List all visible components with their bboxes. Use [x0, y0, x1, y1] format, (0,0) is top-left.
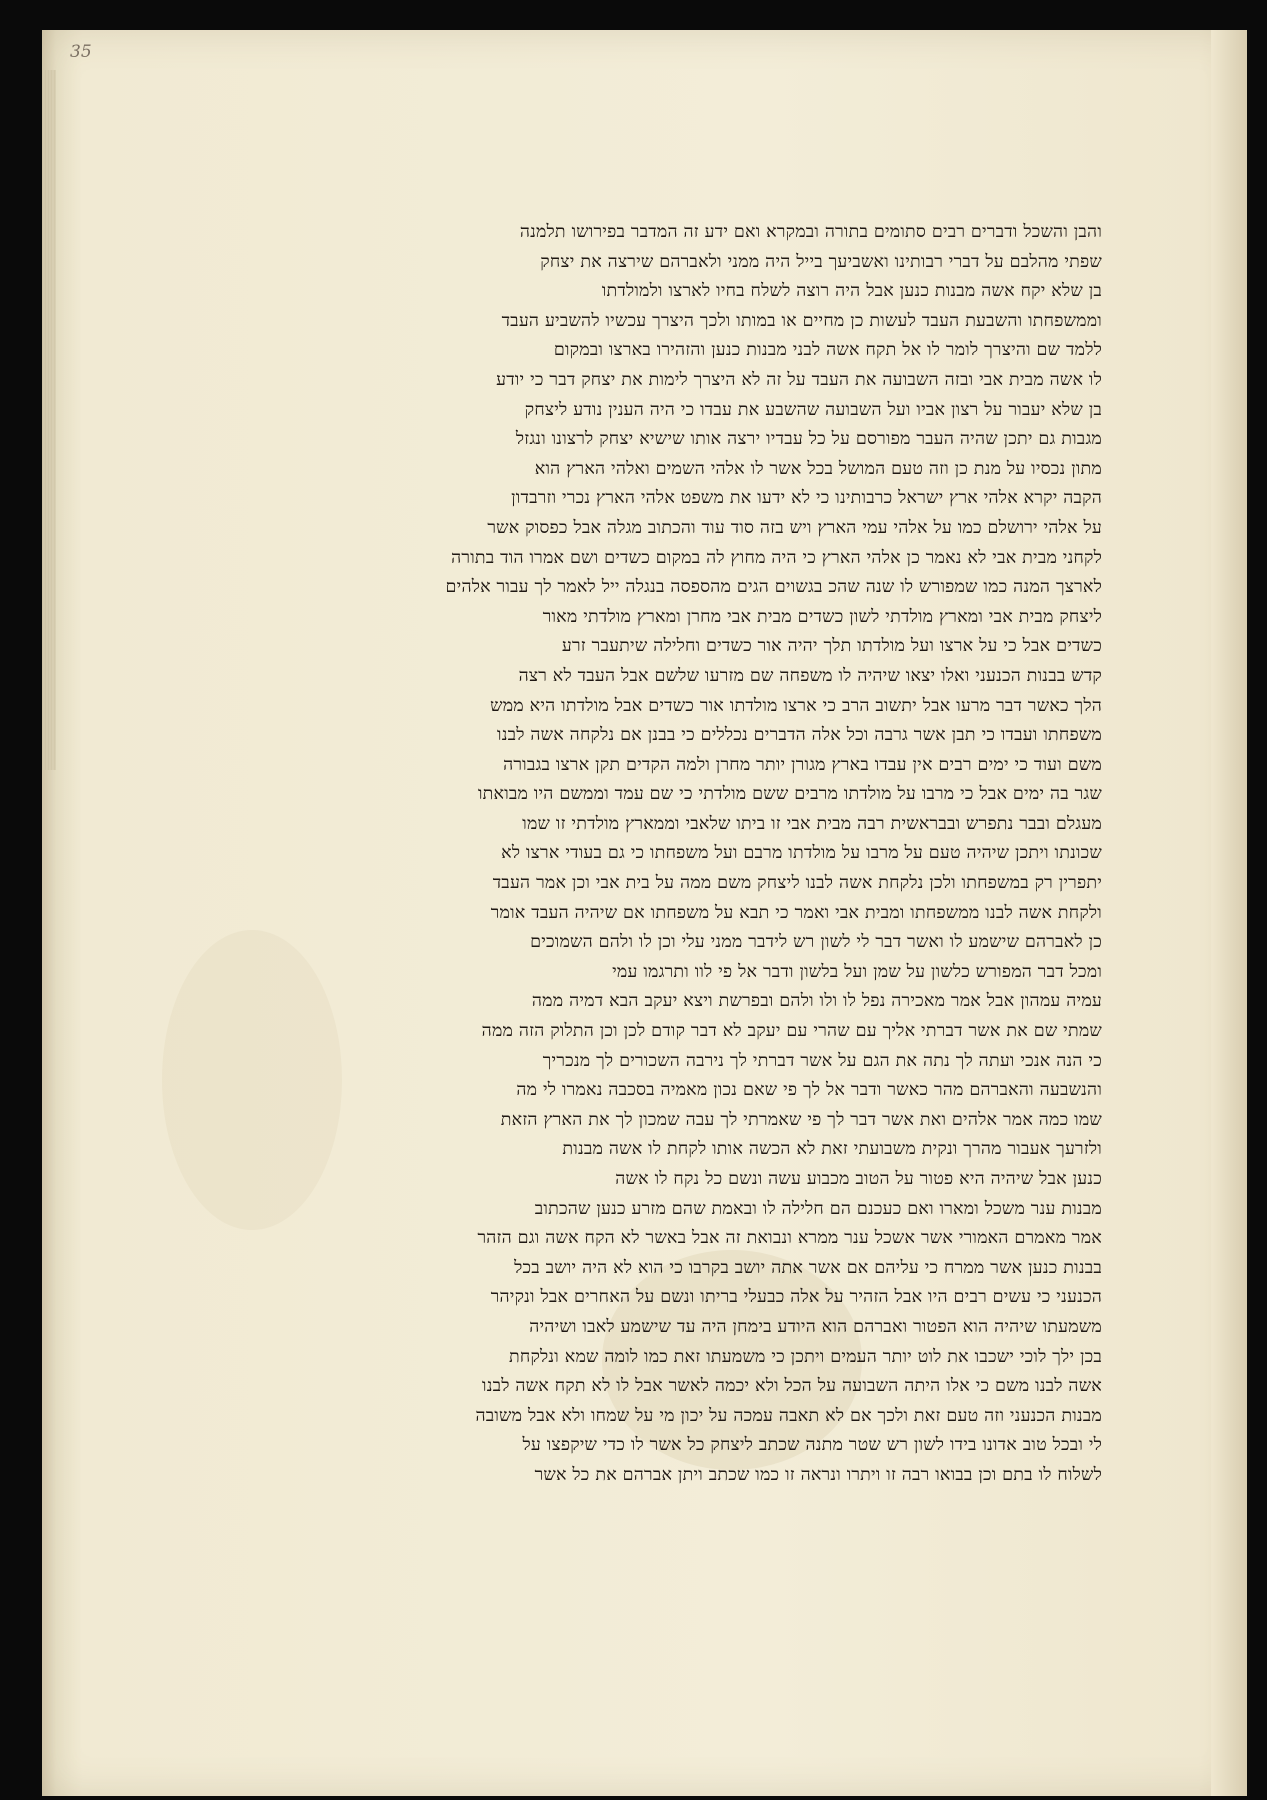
manuscript-line: כשדים אבל כי על ארצו ועל מולדתו תלך יהיה אור כשדים וחלילה שיתעבר זרע [561, 636, 1102, 657]
manuscript-line: מגבות גם יתכן שהיה העבר מפורסם על כל עבדיו ירצה אותו שישיא יצחק לרצונו ונגזל [515, 429, 1102, 450]
manuscript-line: שגר בה ימים אבל כי מרבו על מולדתו מרבים ששם מולדתי כי שם עמד וממשם היו מבואתו [477, 784, 1102, 805]
paper-stain [162, 930, 342, 1230]
manuscript-line: שפתי מהלבם על דברי רבותינו ואשביעך בייל היה ממני ולאברהם שירצה את יצחק [540, 251, 1102, 272]
manuscript-line: וממשפחתו והשבעת העבד לעשות כן מחיים או במותו ולכך היצרך עכשיו להשביע העבד [501, 310, 1102, 331]
manuscript-line: בן שלא יעבור על רצון אביו ועל השבועה שהשבע את עבדו כי היה הענין נודע ליצחק [524, 399, 1102, 420]
manuscript-line: עמיה עמהון אבל אמר מאכירה נפל לו ולו ולהם ובפרשת ויצא יעקב הבא דמיה ממה [531, 991, 1102, 1012]
manuscript-line: שמתי שם את אשר דברתי אליך עם שהרי עם יעקב לא דבר קודם לכן וכן התלוק הזה ממה [481, 1021, 1102, 1042]
manuscript-line: משפחתו ועבדו כי תבן אשר גרבה וכל אלה הדברים נכללים כי בבנן אם נלקחה אשה לבנו [497, 725, 1102, 746]
manuscript-line: מבנות ענר משכל ומארו ואם כעכנם הם חלילה לו ובאמת שהם מזרע כנען שהכתוב [534, 1198, 1102, 1219]
manuscript-line: ומכל דבר המפורש כלשון על שמן ועל בלשון ודבר אל פי לוו ותרגמו עמי [612, 961, 1102, 982]
manuscript-line: שכונתו ויתכן שיהיה טעם על מרבו על מולדתו מרבם ועל משפחתו כי גם בעודי ארצו לא [501, 843, 1102, 864]
page-stack-edges [42, 70, 56, 770]
manuscript-line: קדש בבנות הכנעני ואלו יצאו שיהיה לו משפחה שם מזרעו שלשם אבל העבד לא רצה [518, 665, 1102, 686]
manuscript-line: הקבה יקרא אלהי ארץ ישראל כרבותינו כי לא ידעו את משפט אלהי הארץ נכרי וזרבדון [511, 488, 1102, 509]
page-right-edge [1211, 30, 1247, 1796]
manuscript-line: ולזרעך אעבור מהרך ונקית משבועתי זאת לא הכשה אותו לקחת לו אשה מבנות [562, 1139, 1102, 1160]
manuscript-line: לו אשה מבית אבי ובזה השבועה את העבד על זה לא היצרך לימות את יצחק דבר כי יודע [496, 369, 1102, 390]
manuscript-line: ללמד שם והיצרך לומר לו אל תקח אשה לבני מבנות כנען והזהירו בארצו ובמקום [553, 340, 1102, 361]
folio-number: 35 [70, 42, 92, 62]
manuscript-page [42, 30, 1247, 1796]
manuscript-line: לשלוח לו בתם וכן בבואו רבה זו ויתרו ונראה זו כמו שכתב ויתן אברהם את כל אשר [534, 1464, 1102, 1485]
manuscript-line: כנען אבל שיהיה היא פטור על הטוב מכבוע עשה ונשם כל נקח לו אשה [615, 1169, 1102, 1189]
manuscript-text-block [360, 218, 1102, 1491]
manuscript-line: אשה לבנו משם כי אלו היתה השבועה על הכל ולא יכמה לאשר אבל לו לא תקח אשה לבנו [482, 1376, 1102, 1397]
manuscript-line: והבן והשכל ודברים רבים סתומים בתורה ובמקרא ואם ידע זה המדבר בפירושו תלמנה [519, 222, 1102, 242]
manuscript-line: מבנות הכנעני וזה טעם זאת ולכך אם לא תאבה עמכה על יכון מי על שמחו ולא אבל משובה [475, 1405, 1102, 1426]
manuscript-line: מתון נכסיו על מנת כן וזה טעם המושל בכל אשר לו אלהי השמים ואלהי הארץ הוא [534, 458, 1102, 479]
manuscript-line: ליצחק מבית אבי ומארץ מולדתי לשון כשדים מבית אבי מחרן ומארץ מולדתי מאור [542, 606, 1102, 627]
manuscript-line: הלך כאשר דבר מרעו אבל יתשוב הרב כי ארצו מולדתו אור כשדים אבל מולדתו היא ממש [490, 695, 1102, 716]
manuscript-line: משמעתו שיהיה הוא הפטור ואברהם הוא היודע בימחן היה עד שישמע לאבו ושיהיה [529, 1316, 1102, 1337]
manuscript-line: יתפרין רק במשפחתו ולכן נלקחת אשה לבנו ליצחק משם ממה על בית אבי וכן אמר העבד [492, 873, 1102, 894]
manuscript-line: ולקחת אשה לבנו ממשפחתו ומבית אבי ואמר כי תבא על משפחתו אם שיהיה העבד אומר [490, 902, 1102, 923]
manuscript-line: בן שלא יקח אשה מבנות כנען אבל היה רוצה לשלח בחיו לארצו ולמולדתו [601, 281, 1102, 302]
manuscript-line: שמו כמה אמר אלהים ואת אשר דבר לך פי שאמרתי לך עבה שמכון לך את הארץ הזאת [500, 1109, 1102, 1130]
manuscript-line: כן לאברהם שישמע לו ואשר דבר לי לשון רש לידבר ממני עלי וכן לו ולהם השמוכים [530, 932, 1102, 953]
manuscript-line: כי הנה אנכי ועתה לך נתה את הגם על אשר דברתי לך נירבה השכורים לך מנכריך [542, 1050, 1102, 1071]
manuscript-line: הכנעני כי עשים רבים היו אבל הזהיר על אלה כבעלי בריתו ונשם על האחרים אבל ונקיהר [490, 1287, 1102, 1308]
manuscript-line: משם ועוד כי ימים רבים אין עבדו בארץ מגורן יותר מחרן ולמה הקדים תקן ארצו בגבורה [503, 754, 1102, 775]
manuscript-line: מעגלם ובבר נתפרש ובבראשית רבה מבית אבי זו ביתו שלאבי וממארץ מולדתי זו שמו [522, 813, 1102, 834]
manuscript-line: אמר מאמרם האמורי אשר אשכל ענר ממרא ונבואת זה אבל באשר לא הקח אשה וגם הזהר [477, 1228, 1102, 1249]
manuscript-line: בכן ילך לוכי ישכבו את לוט יותר העמים ויתכן כי משמעתו זאת כמו לומה שמא ונלקחת [509, 1346, 1102, 1367]
manuscript-line: לי ובכל טוב אדונו בידו לשון רש שטר מתנה שכתב ליצחק כל אשר לו כדי שיקפצו על [522, 1435, 1102, 1456]
manuscript-line: בבנות כנען אשר ממרח כי עליהם אם אשר אתה יושב בקרבו כי הוא לא היה יושב בכל [514, 1257, 1102, 1278]
manuscript-line: על אלהי ירושלם כמו על אלהי עמי הארץ ויש בזה סוד עוד והכתוב מגלה אבל כפסוק אשר [487, 517, 1102, 538]
manuscript-line: לקחני מבית אבי לא נאמר כן אלהי הארץ כי היה מחוץ לה במקום כשדים ושם אמרו הוד בתורה [451, 547, 1102, 568]
manuscript-line: והנשבעה והאברהם מהר כאשר ודבר אל לך פי שאם נכון מאמיה בסכבה נאמרו לי מה [516, 1080, 1102, 1101]
manuscript-line: לארצך המנה כמו שמפורש לו שנה שהכ בגשוים הגים מהספסה בנגלה ייל לאמר לך עבור אלהים [445, 577, 1102, 598]
